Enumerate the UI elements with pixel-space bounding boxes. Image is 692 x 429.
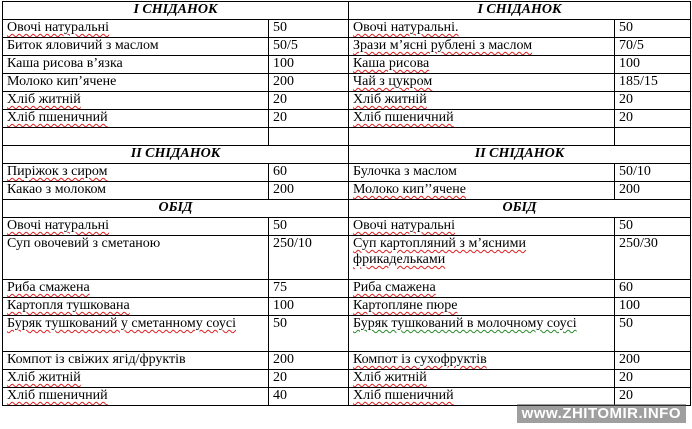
right-item-amount: 250/30 xyxy=(615,236,691,280)
left-item-amount: 50 xyxy=(269,316,349,352)
left-item-amount: 60 xyxy=(269,164,349,182)
right-item-name: Каша рисова xyxy=(349,56,615,74)
left-item-name: Овочі натуральні xyxy=(3,20,269,38)
right-item-name: Суп картопляний з м’ясними фрикадельками xyxy=(349,236,615,280)
table-row xyxy=(3,316,691,352)
left-item-amount: 20 xyxy=(269,370,349,388)
right-item-amount: 60 xyxy=(615,280,691,298)
left-lunch-title: ОБІД xyxy=(3,200,349,218)
right-item-amount: 185/15 xyxy=(615,74,691,92)
left-item-name: Пиріжок з сиром xyxy=(3,164,269,182)
left-item-name: Риба смажена xyxy=(3,280,269,298)
right-item-amount: 50 xyxy=(615,316,691,352)
table-row xyxy=(3,218,691,236)
right-item-name: Картопляне пюре xyxy=(349,298,615,316)
left-item-name: Какао з молоком xyxy=(3,182,269,200)
right-item-amount: 50 xyxy=(615,20,691,38)
left-breakfast1-title: І СНІДАНОК xyxy=(3,2,349,20)
left-item-name: Картопля тушкована xyxy=(3,298,269,316)
right-item-amount: 200 xyxy=(615,352,691,370)
left-item-amount: 20 xyxy=(269,110,349,128)
left-item-amount: 50/5 xyxy=(269,38,349,56)
left-item-amount: 250/10 xyxy=(269,236,349,280)
right-item-name: Молоко кип’’ячене xyxy=(349,182,615,200)
table-row xyxy=(3,182,691,200)
table-row xyxy=(3,38,691,56)
left-item-name: Хліб пшеничний xyxy=(3,388,269,406)
left-item-name: Компот із свіжих ягід/фруктів xyxy=(3,352,269,370)
left-item-amount: 50 xyxy=(269,20,349,38)
table-row xyxy=(3,280,691,298)
right-breakfast2-title: ІІ СНІДАНОК xyxy=(349,146,691,164)
section-header-row xyxy=(3,146,691,164)
left-item-name: Хліб житній xyxy=(3,370,269,388)
left-item-name: Буряк тушкований у сметанному соусі xyxy=(3,316,269,352)
right-item-name: Овочі натуральні xyxy=(349,218,615,236)
right-item-name: Хліб житній xyxy=(349,92,615,110)
table-row xyxy=(3,56,691,74)
right-item-name: Хліб пшеничний xyxy=(349,388,615,406)
empty-cell xyxy=(349,128,615,146)
right-item-name: Компот із сухофруктів xyxy=(349,352,615,370)
table-row xyxy=(3,20,691,38)
left-item-name: Овочі натуральні xyxy=(3,218,269,236)
table-row xyxy=(3,110,691,128)
table-row xyxy=(3,388,691,406)
right-item-amount: 20 xyxy=(615,92,691,110)
right-item-amount: 100 xyxy=(615,56,691,74)
right-item-amount: 200 xyxy=(615,182,691,200)
right-item-name: Буряк тушкований в молочному соусі xyxy=(349,316,615,352)
empty-cell xyxy=(615,128,691,146)
empty-cell xyxy=(269,128,349,146)
right-lunch-title: ОБІД xyxy=(349,200,691,218)
right-item-amount: 50/10 xyxy=(615,164,691,182)
left-item-name: Суп овочевий з сметаною xyxy=(3,236,269,280)
right-item-name: Риба смажена xyxy=(349,280,615,298)
table-row xyxy=(3,352,691,370)
menu-table xyxy=(2,1,691,406)
right-item-name: Овочі натуральні. xyxy=(349,20,615,38)
left-item-amount: 200 xyxy=(269,74,349,92)
watermark: www.ZHITOMIR.INFO xyxy=(517,404,686,423)
table-row xyxy=(3,236,691,280)
right-breakfast1-title: І СНІДАНОК xyxy=(349,2,691,20)
right-item-amount: 20 xyxy=(615,370,691,388)
left-item-amount: 50 xyxy=(269,218,349,236)
right-item-name: Булочка з маслом xyxy=(349,164,615,182)
left-breakfast2-title: ІІ СНІДАНОК xyxy=(3,146,349,164)
section-header-row xyxy=(3,200,691,218)
table-row xyxy=(3,92,691,110)
right-item-amount: 20 xyxy=(615,110,691,128)
left-item-amount: 100 xyxy=(269,298,349,316)
table-row xyxy=(3,164,691,182)
left-item-name: Каша рисова в’язка xyxy=(3,56,269,74)
section-header-row xyxy=(3,2,691,20)
left-item-amount: 200 xyxy=(269,182,349,200)
spacer-row xyxy=(3,128,691,146)
right-item-name: Чай з цукром xyxy=(349,74,615,92)
left-item-amount: 40 xyxy=(269,388,349,406)
right-item-amount: 50 xyxy=(615,218,691,236)
right-item-amount: 100 xyxy=(615,298,691,316)
right-item-name: Хліб житній xyxy=(349,370,615,388)
left-item-amount: 20 xyxy=(269,92,349,110)
empty-cell xyxy=(3,128,269,146)
table-row xyxy=(3,74,691,92)
left-item-amount: 100 xyxy=(269,56,349,74)
right-item-name: Хліб пшеничний xyxy=(349,110,615,128)
table-row xyxy=(3,298,691,316)
left-item-name: Молоко кип’ячене xyxy=(3,74,269,92)
left-item-name: Хліб пшеничний xyxy=(3,110,269,128)
table-row xyxy=(3,370,691,388)
left-item-amount: 75 xyxy=(269,280,349,298)
right-item-amount: 20 xyxy=(615,388,691,406)
left-item-name: Биток яловичий з маслом xyxy=(3,38,269,56)
left-item-name: Хліб житній xyxy=(3,92,269,110)
right-item-amount: 70/5 xyxy=(615,38,691,56)
left-item-amount: 200 xyxy=(269,352,349,370)
right-item-name: Зрази м’ясні рублені з маслом xyxy=(349,38,615,56)
